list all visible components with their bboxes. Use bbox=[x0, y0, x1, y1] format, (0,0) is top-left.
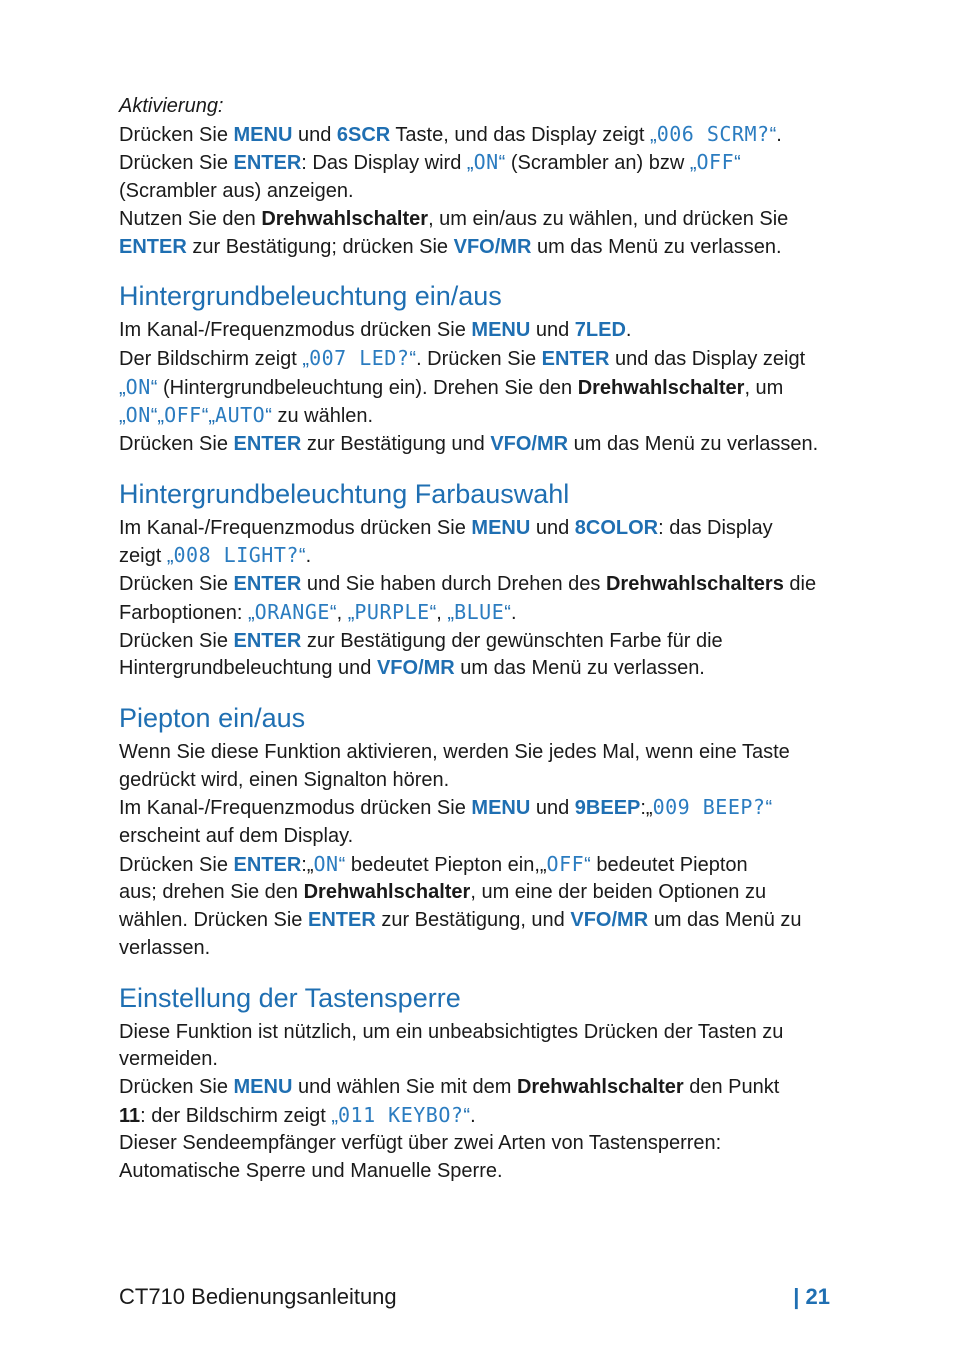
key-label: 8COLOR bbox=[574, 516, 659, 539]
text-run: zu wählen. bbox=[271, 405, 374, 428]
text-run: “ bbox=[338, 853, 346, 876]
text-run: : der Bildschirm zeigt bbox=[140, 1104, 332, 1127]
text-run: „ bbox=[247, 601, 255, 624]
text-run: die bbox=[783, 573, 817, 596]
key-label: ENTER bbox=[233, 573, 302, 596]
text-run: : Das Display wird bbox=[301, 152, 467, 175]
text-run: . bbox=[510, 601, 517, 624]
text-line bbox=[119, 234, 839, 262]
text-line bbox=[119, 1046, 839, 1074]
text-run: aus; drehen Sie den bbox=[119, 881, 304, 904]
text-run: und wählen Sie mit dem bbox=[292, 1075, 517, 1098]
text-run: „ bbox=[650, 123, 657, 146]
text-run: (Hintergrundbeleuchtung ein). Drehen Sie den bbox=[157, 376, 578, 399]
section-title: Einstellung der Tastensperre bbox=[119, 982, 461, 1013]
key-label: MENU bbox=[233, 123, 293, 146]
text-run: Automatische Sperre und Manuelle Sperre. bbox=[119, 1160, 503, 1183]
text-run: “„ bbox=[201, 405, 216, 428]
text-run: „ bbox=[302, 347, 310, 370]
key-label: MENU bbox=[471, 516, 531, 539]
section-title: Hintergrundbeleuchtung Farbauswahl bbox=[119, 478, 570, 509]
text-run: zeigt bbox=[119, 545, 167, 568]
footer-page-number: | 21 bbox=[793, 1284, 830, 1309]
text-line bbox=[119, 571, 839, 599]
key-label: ENTER bbox=[233, 433, 302, 456]
text-run: und bbox=[530, 319, 575, 342]
text-line bbox=[119, 935, 839, 963]
text-run: und bbox=[530, 516, 575, 539]
text-run: Farboptionen: bbox=[119, 601, 248, 624]
key-label: VFO/MR bbox=[490, 433, 569, 456]
text-run: Nutzen Sie den bbox=[119, 207, 262, 230]
text-run: Hintergrundbeleuchtung und bbox=[119, 657, 377, 680]
text-run: “ bbox=[584, 853, 591, 876]
text-run: um das Menü zu bbox=[648, 909, 802, 932]
bold-term: Drehwahlschalter bbox=[577, 376, 745, 399]
text-line bbox=[119, 515, 839, 543]
text-run: “ bbox=[734, 152, 741, 175]
section bbox=[119, 279, 839, 459]
key-label: 7LED bbox=[574, 319, 626, 342]
display-text: 007 LED? bbox=[309, 345, 410, 370]
text-run: Drücken Sie bbox=[119, 152, 234, 175]
section bbox=[119, 701, 839, 963]
text-run: Dieser Sendeempfänger verfügt über zwei Arten von Tastensperren: bbox=[119, 1132, 722, 1155]
text-run: bedeutet Piepton ein,„ bbox=[345, 853, 547, 876]
key-label: ENTER bbox=[541, 347, 610, 370]
key-label: ENTER bbox=[233, 853, 302, 876]
text-run: “ bbox=[265, 405, 272, 428]
text-line bbox=[119, 1158, 839, 1186]
text-run: und bbox=[292, 123, 337, 146]
key-label: ENTER bbox=[233, 152, 302, 175]
text-line bbox=[119, 121, 839, 150]
display-text: 006 SCRM? bbox=[656, 121, 770, 146]
text-run: „ bbox=[119, 405, 126, 428]
bold-term: Drehwahlschalter bbox=[261, 207, 429, 230]
text-run: Im Kanal-/Frequenzmodus drücken Sie bbox=[119, 797, 472, 820]
text-line bbox=[119, 1102, 839, 1131]
text-run: Im Kanal-/Frequenzmodus drücken Sie bbox=[119, 319, 472, 342]
text-line bbox=[119, 628, 839, 656]
text-run: zur Bestätigung, und bbox=[375, 909, 571, 932]
text-run: :„ bbox=[301, 853, 314, 876]
key-label: ENTER bbox=[119, 235, 187, 258]
section-title: Hintergrundbeleuchtung ein/aus bbox=[119, 281, 502, 312]
text-run: „ bbox=[347, 601, 355, 624]
section bbox=[119, 981, 839, 1186]
display-text: OFF bbox=[696, 150, 735, 175]
text-run: “ bbox=[463, 1104, 471, 1127]
section bbox=[119, 477, 839, 683]
text-run: . bbox=[625, 319, 632, 342]
text-run: . bbox=[305, 545, 312, 568]
text-run: (Scrambler an) bzw bbox=[505, 152, 690, 175]
intro-body bbox=[119, 121, 839, 262]
key-label: MENU bbox=[233, 1075, 293, 1098]
text-line bbox=[119, 823, 839, 851]
text-line bbox=[119, 542, 839, 571]
text-line bbox=[119, 1130, 839, 1158]
text-run: wählen. Drücken Sie bbox=[119, 909, 308, 932]
text-line bbox=[119, 1019, 839, 1047]
text-run: Drücken Sie bbox=[119, 123, 234, 146]
text-run: “ bbox=[329, 601, 337, 624]
text-line bbox=[119, 879, 839, 907]
text-line bbox=[119, 907, 839, 935]
text-run: „ bbox=[119, 376, 126, 399]
text-line bbox=[119, 374, 839, 403]
text-run: gedrückt wird, einen Signalton hören. bbox=[119, 768, 450, 791]
key-label: ENTER bbox=[307, 909, 376, 932]
text-run: erscheint auf dem Display. bbox=[119, 825, 354, 848]
text-run: . bbox=[776, 123, 782, 146]
text-run: „ bbox=[166, 545, 174, 568]
footer-manual-title: CT710 Bedienungsanleitung bbox=[119, 1284, 397, 1309]
text-line bbox=[119, 655, 839, 683]
text-run: „ bbox=[331, 1104, 338, 1127]
text-line bbox=[119, 767, 839, 795]
text-line bbox=[119, 206, 839, 234]
text-run: , um ein/aus zu wählen, und drücken Sie bbox=[428, 207, 789, 230]
text-run: und bbox=[530, 797, 575, 820]
display-text: 008 LIGHT? bbox=[173, 543, 299, 568]
display-text: 011 KEYBO? bbox=[338, 1102, 464, 1127]
text-run: : das Display bbox=[658, 516, 773, 539]
bold-term: Drehwahlschalters bbox=[605, 573, 784, 596]
text-run: , bbox=[336, 601, 348, 624]
text-run: vermeiden. bbox=[119, 1048, 218, 1071]
bold-term: Drehwahlschalter bbox=[516, 1075, 684, 1098]
text-run: Drücken Sie bbox=[119, 573, 234, 596]
text-run: , um eine der beiden Optionen zu bbox=[470, 881, 767, 904]
text-run: “„ bbox=[150, 405, 165, 428]
key-label: MENU bbox=[471, 319, 531, 342]
text-run: Drücken Sie bbox=[119, 629, 234, 652]
key-label: ENTER bbox=[233, 629, 302, 652]
text-run: (Scrambler aus) anzeigen. bbox=[119, 180, 354, 203]
text-run: “ bbox=[429, 601, 437, 624]
text-run: „ bbox=[466, 152, 474, 175]
sections-container bbox=[119, 279, 839, 1186]
text-run: zur Bestätigung; drücken Sie bbox=[186, 235, 454, 258]
bold-term: Drehwahlschalter bbox=[303, 881, 471, 904]
text-line bbox=[119, 1074, 839, 1102]
display-text: ON bbox=[313, 851, 339, 876]
text-run: Der Bildschirm zeigt bbox=[119, 347, 303, 370]
display-text: ON bbox=[473, 150, 499, 175]
text-run: verlassen. bbox=[119, 936, 211, 959]
text-run: “ bbox=[769, 123, 777, 146]
page-content bbox=[119, 93, 839, 1186]
display-text: 009 BEEP? bbox=[652, 795, 766, 820]
text-run: Drücken Sie bbox=[119, 853, 234, 876]
display-text: ORANGE bbox=[254, 599, 330, 624]
text-run: und das Display zeigt bbox=[609, 347, 806, 370]
text-line bbox=[119, 851, 839, 880]
text-run: “ bbox=[498, 152, 506, 175]
display-text: ON bbox=[125, 403, 151, 428]
text-line bbox=[119, 794, 839, 823]
text-run: um das Menü zu verlassen. bbox=[531, 235, 782, 258]
display-text: OFF bbox=[546, 851, 585, 876]
text-run: Wenn Sie diese Funktion aktivieren, werden Sie jedes Mal, wenn eine Taste bbox=[119, 740, 790, 763]
text-run: Drücken Sie bbox=[119, 1075, 234, 1098]
text-run: . bbox=[470, 1104, 476, 1127]
text-line bbox=[119, 599, 839, 628]
text-run: „ bbox=[447, 601, 455, 624]
text-run: , um bbox=[744, 376, 784, 399]
key-label: 9BEEP bbox=[574, 797, 641, 820]
key-label: VFO/MR bbox=[570, 909, 649, 932]
text-line bbox=[119, 739, 839, 767]
key-label: VFO/MR bbox=[453, 235, 532, 258]
text-line bbox=[119, 345, 839, 374]
text-run: und Sie haben durch Drehen des bbox=[301, 573, 606, 596]
text-run: „ bbox=[689, 152, 697, 175]
bold-term: 11 bbox=[119, 1104, 141, 1127]
intro-heading: Aktivierung: bbox=[119, 95, 224, 117]
text-run: um das Menü zu verlassen. bbox=[454, 657, 705, 680]
section-title: Piepton ein/aus bbox=[119, 702, 306, 733]
text-run: Drücken Sie bbox=[119, 433, 234, 456]
text-run: “ bbox=[298, 545, 306, 568]
text-line bbox=[119, 402, 839, 431]
text-run: “ bbox=[150, 376, 158, 399]
text-run: Taste, und das Display zeigt bbox=[390, 123, 651, 146]
text-run: bedeutet Piepton bbox=[590, 853, 748, 876]
text-run: um das Menü zu verlassen. bbox=[568, 433, 819, 456]
text-run: :„ bbox=[640, 797, 653, 820]
text-line bbox=[119, 317, 839, 345]
display-text: OFF bbox=[164, 403, 202, 428]
text-run: zur Bestätigung und bbox=[301, 433, 491, 456]
text-line bbox=[119, 431, 839, 459]
text-run: zur Bestätigung der gewünschten Farbe für die bbox=[301, 629, 723, 652]
key-label: MENU bbox=[471, 797, 531, 820]
text-run: “ bbox=[765, 797, 773, 820]
display-text: PURPLE bbox=[354, 599, 430, 624]
text-run: Diese Funktion ist nützlich, um ein unbeabsichtigtes Drücken der Tasten zu bbox=[119, 1020, 784, 1043]
display-text: ON bbox=[125, 374, 151, 399]
text-line bbox=[119, 178, 839, 206]
text-run: , bbox=[436, 601, 448, 624]
key-label: VFO/MR bbox=[376, 657, 455, 680]
key-label: 6SCR bbox=[336, 123, 391, 146]
text-run: den Punkt bbox=[683, 1075, 780, 1098]
display-text: AUTO bbox=[215, 403, 266, 428]
text-run: Im Kanal-/Frequenzmodus drücken Sie bbox=[119, 516, 472, 539]
text-run: “ bbox=[409, 347, 417, 370]
display-text: BLUE bbox=[454, 599, 505, 624]
text-run: . Drücken Sie bbox=[416, 347, 542, 370]
text-line bbox=[119, 149, 839, 178]
text-run: “ bbox=[504, 601, 511, 624]
